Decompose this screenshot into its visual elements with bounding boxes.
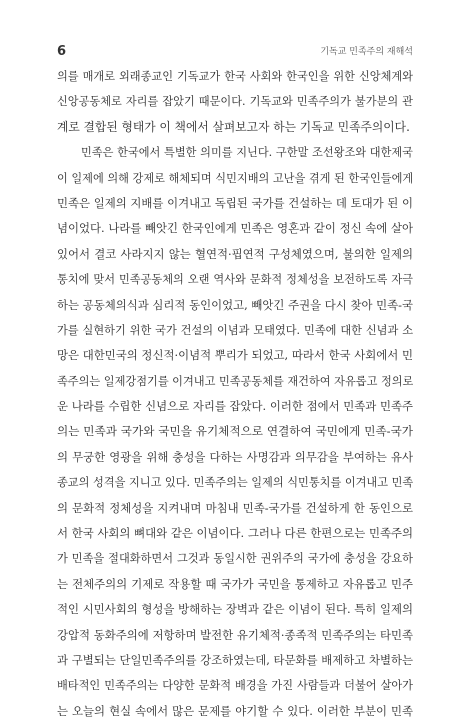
- text-line: 배타적인 민족주의는 다양한 문화적 배경을 가진 사람들과 더불어 살아가: [57, 679, 413, 693]
- text-line: 서 한국 사회의 뼈대와 같은 이념이다. 그러나 다른 한편으로는 민족주의: [57, 526, 413, 541]
- text-line: 계로 결합된 형태가 이 책에서 살펴보고자 하는 기독교 민족주의이다.: [57, 119, 410, 134]
- page-header: [57, 44, 413, 60]
- text-line: 망은 대한민국의 정신적·이념적 뿌리가 되었고, 따라서 한국 사회에서 민: [57, 348, 413, 363]
- text-line: 가 민족을 절대화하면서 그것과 동일시한 권위주의 국가에 충성을 강요하: [57, 552, 413, 566]
- text-line: 종교의 성격을 지니고 있다. 민족주의는 일제의 식민통치를 이겨내고 민족: [57, 476, 413, 490]
- body-text: [57, 64, 413, 724]
- text-line: 의 문화적 정체성을 지켜내며 마침내 민족-국가를 건설하게 한 동인으로: [57, 500, 413, 515]
- paragraph-1: [57, 64, 413, 140]
- text-line: 이 일제에 의해 강제로 해체되며 식민지배의 고난을 겪게 된 한국인들에게: [57, 171, 413, 185]
- text-line: 운 나라를 수립한 신념으로 자리를 잡았다. 이러한 점에서 민족과 민족주: [57, 399, 413, 414]
- text-line: 신앙공동체로 자리를 잡았기 때문이다. 기독교와 민족주의가 불가분의 관: [57, 95, 413, 109]
- text-line: 있어서 결코 사라지지 않는 혈연적·핍연적 구성체였으며, 불의한 일제의: [57, 246, 413, 261]
- text-line: 민족은 일제의 지배를 이겨내고 독립된 국가를 건설하는 데 토대가 된 이: [57, 195, 413, 210]
- text-line: 의를 매개로 외래종교인 기독교가 한국 사회와 한국인을 위한 신앙체계와: [57, 70, 413, 83]
- text-line: 념이었다. 나라를 빼앗긴 한국인에게 민족은 영혼과 같이 정신 속에 살아: [57, 221, 413, 236]
- paragraph-2: [57, 140, 413, 724]
- text-line: 통치에 맞서 민족공동체의 오랜 역사와 문화적 정체성을 보전하도록 자극: [57, 273, 413, 287]
- page-number: 6: [57, 44, 67, 59]
- text-line: 족주의는 일제강점기를 이겨내고 민족공동체를 재건하여 자유롭고 정의로: [57, 374, 413, 388]
- text-line: 의는 민족과 국가와 국민을 유기체적으로 연결하여 국민에게 민족-국가: [57, 424, 413, 439]
- text-line: 의 무궁한 영광을 위해 충성을 다하는 사명감과 의무감을 부여하는 유사: [57, 449, 413, 464]
- running-title: 기독교 민족주의 재해석: [320, 47, 413, 57]
- text-line: 민족은 한국에서 특별한 의미를 지닌다. 구한말 조선왕조와 대한제국: [81, 146, 413, 160]
- text-line: 는 오늘의 현실 속에서 많은 문제를 야기할 수 있다. 이러한 부분이 민족: [57, 703, 413, 718]
- text-line: 하는 공동체의식과 심리적 동인이었고, 빼앗긴 주권을 다시 찾아 민족-국: [57, 297, 413, 312]
- text-line: 적인 시민사회의 형성을 방해하는 장벽과 같은 이념이 된다. 특히 일제의: [57, 602, 413, 617]
- text-line: 는 전체주의의 기제로 작용할 때 국가가 국민을 통제하고 자유롭고 민주: [57, 576, 413, 591]
- text-line: 가를 실현하기 위한 국가 건설의 이념과 모태였다. 민족에 대한 신념과 소: [57, 323, 413, 337]
- text-line: 강압적 동화주의에 저항하며 발전한 유기체적·종족적 민족주의는 타민족: [57, 627, 413, 642]
- text-line: 과 구별되는 단일민족주의를 강조하였는데, 타문화를 배제하고 차별하는: [57, 652, 413, 667]
